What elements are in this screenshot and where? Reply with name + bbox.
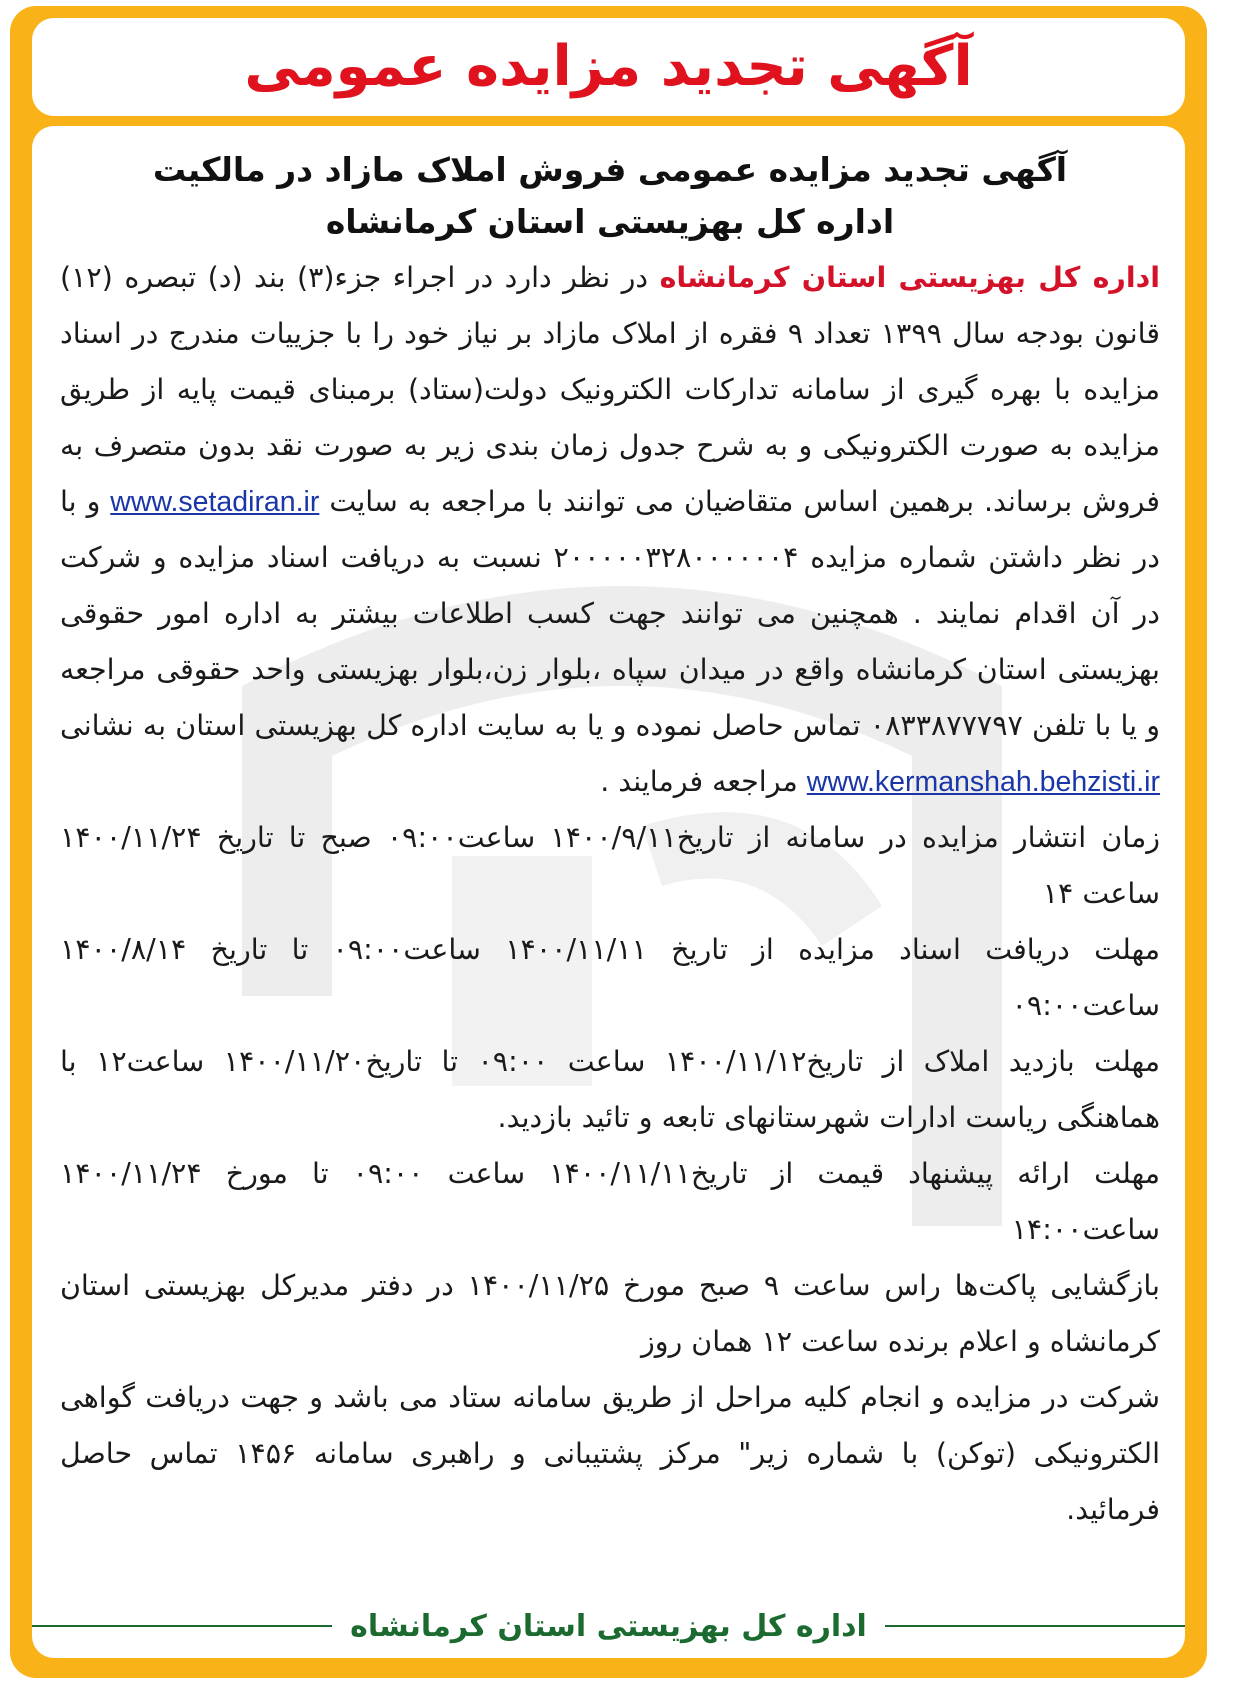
notice-footer [32, 1596, 1185, 1656]
setad-site-link[interactable]: www.setadiran.ir [110, 486, 320, 518]
schedule-visit: مهلت بازدید املاک از تاریخ۱۴۰۰/۱۱/۱۲ ساعت ۰۹:۰۰ تا تاریخ۱۴۰۰/۱۱/۲۰ ساعت۱۲ با هماهنگی ریاست ادارات شهرستانهای تابعه و تائید بازدید. [60, 1045, 1160, 1134]
notice-body [32, 126, 1185, 1658]
footer-divider-right [855, 1625, 1185, 1627]
notice-heading-line1: آگهی تجدید مزایده عمومی فروش املاک مازاد در مالکیت [152, 150, 1068, 189]
notice-main-paragraph [60, 250, 1160, 810]
title-box [32, 18, 1185, 116]
schedule-documents: مهلت دریافت اسناد مزایده از تاریخ ۱۴۰۰/۱۱/۱۱ ساعت۰۹:۰۰ تا تاریخ ۱۴۰۰/۸/۱۴ ساعت۰۹:۰۰ [60, 933, 1160, 1022]
paragraph-text-2: و با در نظر داشتن شماره مزایده ۲۰۰۰۰۰۳۲۸۰۰۰۰۰۰۴ نسبت به دریافت اسناد مزایده و شرکت در آن اقدام نمایند . همچنین می توانند جهت کسب اطلاعات بیشتر به اداره امور حقوقی بهزیستی استان کرمانشاه واقع در میدان سپاه ،بلوار زن،بلوار بهزیستی واحد حقوقی مراجعه و یا با تلفن ۰۸۳۳۸۷۷۷۹۷ تماس حاصل نموده و یا به سایت اداره کل بهزیستی استان به نشانی [60, 485, 1160, 742]
schedule-opening: بازگشایی پاکت‌ها راس ساعت ۹ صبح مورخ ۱۴۰۰/۱۱/۲۵ در دفتر مدیرکل بهزیستی استان کرمانشاه و اعلام برنده ساعت ۱۲ همان روز [60, 1269, 1160, 1358]
notice-heading-line2: اداره کل بهزیستی استان کرمانشاه [325, 202, 895, 241]
notice-title: آگهی تجدید مزایده عمومی [244, 34, 973, 99]
schedule-publish: زمان انتشار مزایده در سامانه از تاریخ۱۴۰۰/۹/۱۱ ساعت۰۹:۰۰ صبح تا تاریخ ۱۴۰۰/۱۱/۲۴ ساعت ۱۴ [60, 821, 1160, 910]
behzisti-site-link[interactable]: www.kermanshah.behzisti.ir [806, 766, 1160, 798]
footer-signature: اداره کل بهزیستی استان کرمانشاه [332, 1609, 885, 1644]
paragraph-text-3: مراجعه فرمایند . [600, 765, 807, 798]
schedule-offer: مهلت ارائه پیشنهاد قیمت از تاریخ۱۴۰۰/۱۱/۱۱ ساعت ۰۹:۰۰ تا مورخ ۱۴۰۰/۱۱/۲۴ ساعت۱۴:۰۰ [60, 1157, 1160, 1246]
notice-frame [10, 6, 1207, 1678]
notice-content [60, 144, 1160, 1538]
schedule-token: شرکت در مزایده و انجام کلیه مراحل از طریق سامانه ستاد می باشد و جهت دریافت گواهی الکترونیکی (توکن) با شماره زیر" مرکز پشتیبانی و راهبری سامانه ۱۴۵۶ تماس حاصل فرمائید. [60, 1381, 1160, 1526]
footer-divider-left [32, 1625, 362, 1627]
paragraph-text-1: در نظر دارد در اجراء جزء(۳) بند (د) تبصره (۱۲) قانون بودجه سال ۱۳۹۹ تعداد ۹ فقره از املاک مازاد بر نیاز خود را با جزییات مندرج در اسناد مزایده با بهره گیری از سامانه تدارکات الکترونیک دولت(ستاد) برمبنای قیمت پایه از طریق مزایده به صورت الکترونیکی و به شرح جدول زمان بندی زیر به صورت نقد بدون متصرف به فروش برساند. برهمین اساس متقاضیان می توانند با مراجعه به سایت [60, 261, 1160, 518]
organization-name: اداره کل بهزیستی استان کرمانشاه [659, 261, 1160, 294]
